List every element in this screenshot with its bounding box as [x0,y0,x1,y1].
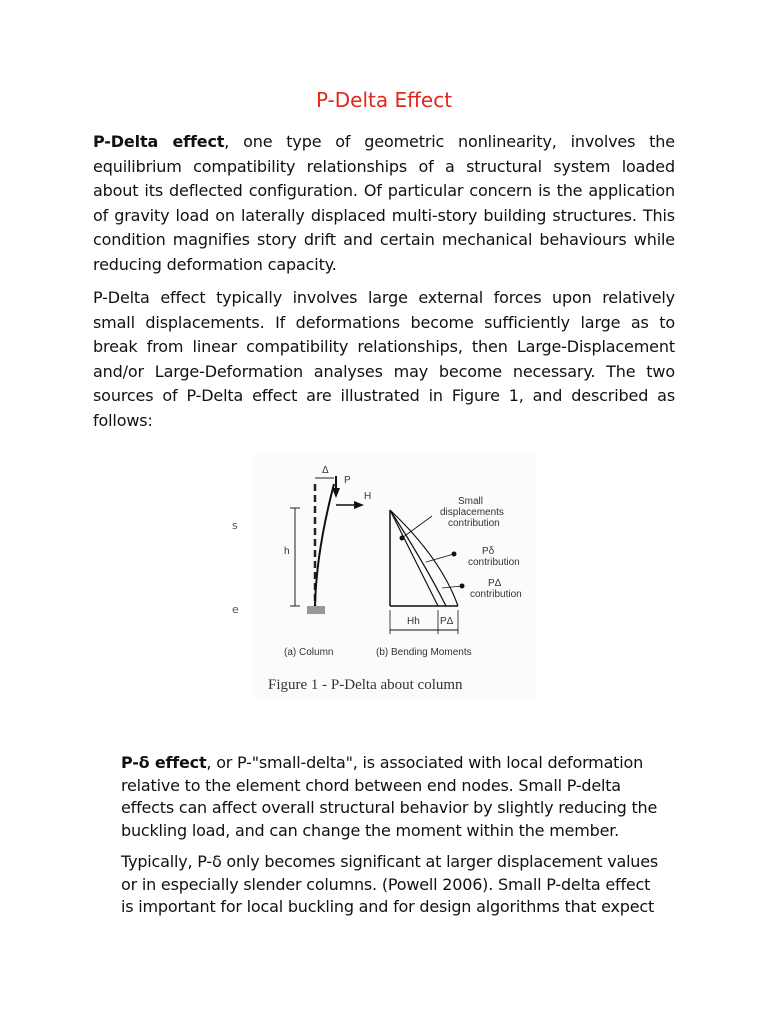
figure-diagram [252,454,536,698]
leader-dot-psmall [452,552,457,557]
p-arrowhead [332,488,340,498]
p-small-delta-contrib: contribution [468,557,520,568]
term-p-small-delta: P-δ effect [121,753,207,772]
column-caption: (a) Column [284,647,334,658]
column-base [307,606,325,614]
figure-fragment-s: s [232,519,238,532]
height-label: h [284,546,290,557]
typically-paragraph: Typically, P-δ only becomes significant at larger displacement values or in especially slender columns. (Powell 2006). Small P-delta effect is important for local buckling and for design algorithms that expect [121,852,659,917]
intro-paragraph-text: , one type of geometric nonlinearity, involves the equilibrium compatibility relationships of a structural system loaded about its deflected configuration. Of particular concern is the application of gravity load on laterally displaced multi-story building structures. This condition magnifies story drift and certain mechanical behaviours while reducing deformation capacity. [93,132,675,274]
intro-paragraph [93,130,675,278]
p-small-delta-text: , or P-"small-delta", is associated with local deformation relative to the element chord between end nodes. Small P-delta effects can affect overall structural behavior by slightly reducing the buckling load, and can change the moment within the member. [121,753,658,840]
moment-linear [390,510,438,606]
leader-dot-small [400,536,405,541]
moment-p-small-delta [390,510,446,606]
page-title: P-Delta Effect [315,88,453,112]
p-big-delta-label: PΔ [488,578,502,589]
small-disp-line1: Small [458,496,484,507]
delta-label: Δ [322,465,329,476]
figure-1 [252,454,536,698]
sources-paragraph: P-Delta effect typically involves large external forces upon relatively small displacements. If deformations become sufficiently large as to break from linear compatibility relationships, then Large-Displacement and/or Large-Deformation analyses may become necessary. The two sources of P-Delta effect are illustrated in Figure 1, and described as follows: [93,288,675,430]
moments-caption: (b) Bending Moments [376,647,472,658]
figure-caption: Figure 1 - P-Delta about column [268,677,463,693]
figure-fragment-e: e [232,603,239,616]
p-small-delta-label: Pδ [482,546,495,557]
term-pdelta-effect: P-Delta effect [93,132,225,151]
leader-dot-pbig [460,584,465,589]
hh-label: Hh [407,616,420,627]
small-disp-line2: displacements [440,507,504,518]
p-label: P [344,475,351,486]
p-small-delta-paragraph [121,752,661,842]
h-label: H [364,491,372,502]
h-arrowhead [354,501,364,509]
pdelta-dim-label: PΔ [440,616,454,627]
column-deflected [315,484,334,606]
small-disp-line3: contribution [448,518,500,529]
p-big-delta-contrib: contribution [470,589,522,600]
